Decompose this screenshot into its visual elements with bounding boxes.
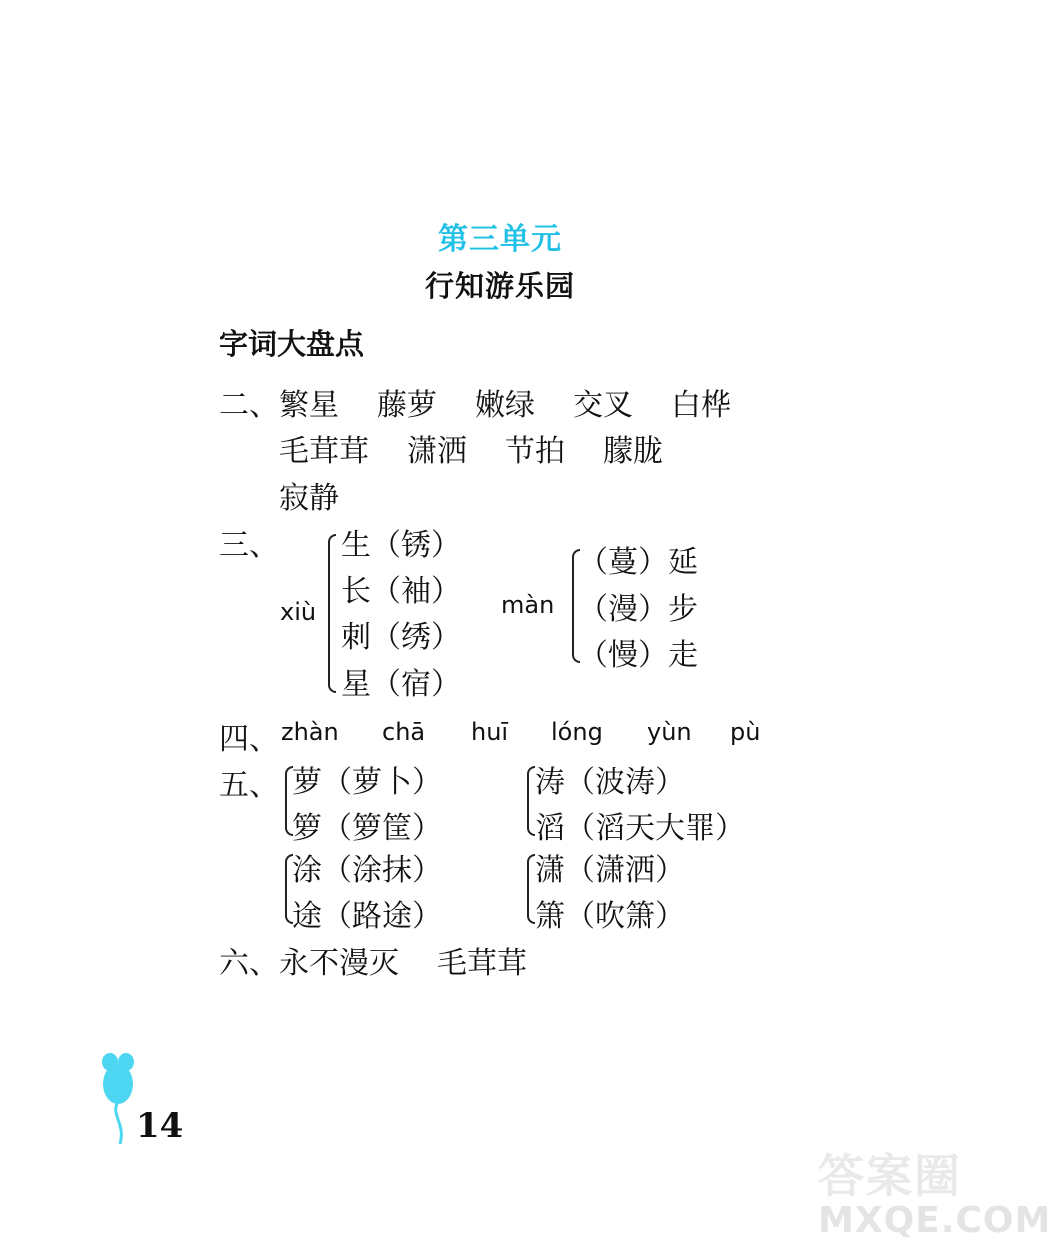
q2-word: 繁星: [279, 388, 339, 423]
q2-line1: [279, 380, 731, 424]
q2-word: 藤萝: [377, 388, 437, 423]
q5-item: 萝（萝卜）: [292, 765, 442, 800]
q4-pinyin: zhàn: [281, 718, 339, 746]
watermark-top: 答案圈: [818, 1149, 962, 1203]
q3-left-item: 刺（绣）: [341, 620, 461, 655]
q2-line2: [279, 426, 663, 470]
page-number: 14: [136, 1106, 184, 1146]
q6-label: 六、: [219, 946, 279, 981]
q2-word: 寂静: [279, 481, 339, 516]
q4-pinyin: yùn: [647, 718, 692, 746]
q6-item: 毛茸茸: [437, 946, 527, 981]
q2-word: 毛茸茸: [279, 434, 369, 469]
q5-brace: [527, 766, 535, 836]
q3-right-item: （蔓）延: [578, 545, 698, 580]
q3-right-item: （漫）步: [578, 592, 698, 627]
q5-item: 箫（吹箫）: [535, 899, 685, 934]
q3-left-pinyin: xiù: [280, 598, 317, 626]
q2-line3: [279, 473, 339, 517]
q3-right-item: （慢）走: [578, 638, 698, 673]
q5-item: 涛（波涛）: [535, 765, 685, 800]
q5-item: 箩（箩筐）: [292, 811, 442, 846]
q5-label: 五、: [219, 768, 279, 803]
q6-item: 永不漫灭: [279, 946, 399, 981]
mouse-mascot-icon: [100, 1052, 140, 1151]
q3-left-item: 长（袖）: [341, 574, 461, 609]
q6-line: [279, 938, 527, 982]
q5-brace: [527, 854, 535, 924]
section-title: 字词大盘点: [219, 327, 365, 361]
q3-left-brace: [328, 534, 336, 693]
watermark-logo: [818, 1140, 1051, 1241]
q2-word: 白桦: [671, 388, 731, 423]
q4-pinyin: lóng: [551, 718, 603, 746]
q4-pinyin: huī: [471, 718, 509, 746]
q2-word: 潇洒: [407, 434, 467, 469]
q2-word: 嫩绿: [475, 388, 535, 423]
q4-pinyin: pù: [730, 718, 761, 746]
q5-item: 涂（涂抹）: [292, 853, 442, 888]
q2-word: 交叉: [573, 388, 633, 423]
q2-label: 二、: [219, 388, 279, 423]
q5-item: 潇（潇洒）: [535, 853, 685, 888]
q5-item: 滔（滔天大罪）: [535, 811, 745, 846]
q3-left-item: 星（宿）: [341, 667, 461, 702]
q4-pinyin-row: [0, 718, 1000, 748]
watermark-bottom: MXQE.COM: [818, 1200, 1051, 1241]
q2-word: 朦胧: [603, 434, 663, 469]
q4-pinyin: chā: [382, 718, 426, 746]
q3-right-pinyin: màn: [501, 591, 555, 619]
q5-item: 途（路途）: [292, 899, 442, 934]
q3-left-item: 生（锈）: [341, 528, 461, 563]
q3-label: 三、: [219, 528, 279, 563]
lesson-title: 行知游乐园: [424, 269, 575, 303]
q2-word: 节拍: [505, 434, 565, 469]
q4-label: 四、: [219, 722, 279, 757]
unit-title: 第三单元: [438, 222, 562, 257]
